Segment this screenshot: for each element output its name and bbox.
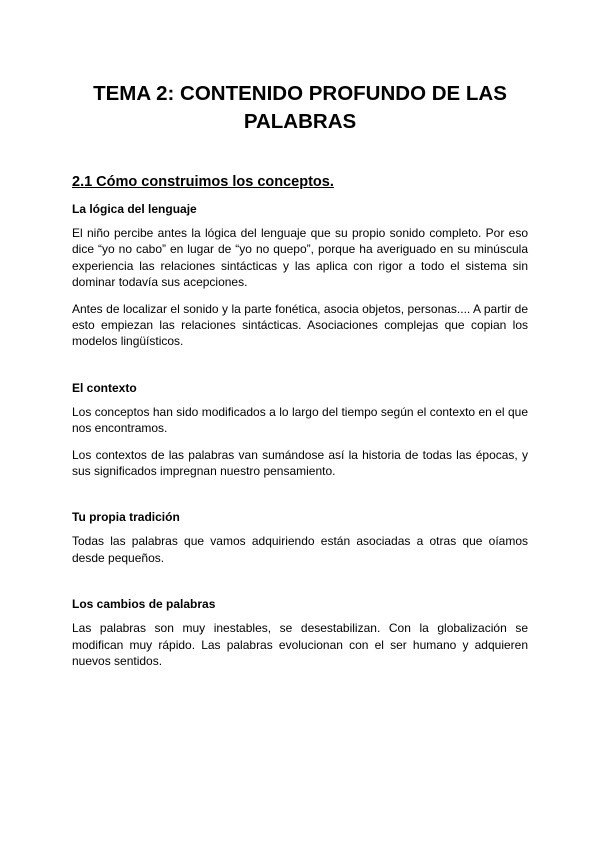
section-heading: 2.1 Cómo construimos los conceptos.: [72, 174, 334, 190]
paragraph: Todas las palabras que vamos adquiriendo están asociadas a otras que oíamos desde pequeños.: [72, 534, 528, 565]
subsection-heading: Los cambios de palabras: [72, 597, 216, 612]
subsection-tradicion: [72, 509, 528, 566]
paragraph: Los contextos de las palabras van sumándose así la historia de todas las épocas, y sus significados impregnan nuestro pensamiento.: [72, 447, 528, 479]
paragraph: Las palabras son muy inestables, se desestabilizan. Con la globalización se modifican muy rápido. Las palabras evolucionan con el ser humano y adquieren nuevos sentidos.: [72, 621, 528, 669]
paragraph: Los conceptos han sido modificados a lo largo del tiempo según el contexto en el que nos encontramos.: [72, 404, 528, 436]
subsection-logica: [72, 201, 528, 350]
subsection-contexto: [72, 380, 528, 480]
subsection-heading: Tu propia tradición: [72, 510, 180, 525]
page-title: TEMA 2: CONTENIDO PROFUNDO DE LAS PALABRAS: [93, 82, 507, 133]
subsection-heading: El contexto: [72, 380, 137, 395]
subsection-cambios: [72, 596, 528, 669]
paragraph: El niño percibe antes la lógica del lenguaje que su propio sonido completo. Por eso dice “yo no cabo” en lugar de “yo no quepo”, porque ha averiguado en su minúscula experiencia las relaciones sintácticas y las aplica con rigor a todo el sistema sin dominar todavía sus acepciones.: [72, 226, 528, 290]
paragraph: Antes de localizar el sonido y la parte fonética, asocia objetos, personas.... A partir de esto empiezan las relaciones sintácticas. Asociaciones complejas que copian los modelos lingüísticos.: [72, 301, 528, 349]
subsection-heading: La lógica del lenguaje: [72, 202, 197, 216]
document-page: [72, 80, 528, 700]
